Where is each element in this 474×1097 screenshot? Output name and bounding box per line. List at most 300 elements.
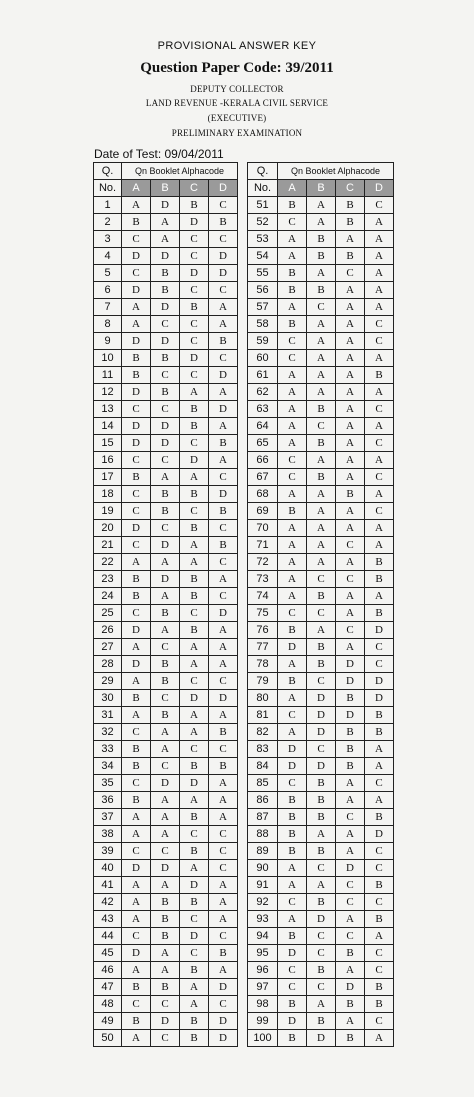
answer-cell-d: C	[365, 197, 394, 214]
answer-cell-d: C	[365, 775, 394, 792]
answer-cell-a: D	[122, 435, 151, 452]
answer-cell-b: C	[307, 673, 336, 690]
question-number: 26	[94, 622, 122, 639]
answer-cell-a: B	[278, 316, 307, 333]
answer-cell-d: C	[209, 826, 238, 843]
answer-cell-d: C	[365, 469, 394, 486]
answer-row	[248, 248, 394, 265]
question-number: 30	[94, 690, 122, 707]
answer-row	[248, 350, 394, 367]
answer-cell-c: A	[180, 384, 209, 401]
answer-cell-d: D	[209, 401, 238, 418]
question-number: 74	[248, 588, 278, 605]
answer-cell-a: A	[122, 673, 151, 690]
answer-cell-b: D	[151, 860, 180, 877]
answer-cell-d: C	[209, 282, 238, 299]
answer-cell-a: A	[122, 1030, 151, 1047]
answer-cell-c: A	[336, 554, 365, 571]
question-number: 62	[248, 384, 278, 401]
question-number: 93	[248, 911, 278, 928]
answer-cell-c: B	[336, 197, 365, 214]
answer-cell-b: B	[151, 503, 180, 520]
answer-row	[94, 248, 238, 265]
answer-cell-c: A	[336, 826, 365, 843]
answer-cell-d: C	[209, 350, 238, 367]
answer-row	[94, 435, 238, 452]
answer-cell-a: B	[122, 588, 151, 605]
answer-cell-c: A	[336, 588, 365, 605]
answer-cell-b: C	[307, 945, 336, 962]
answer-cell-b: B	[307, 792, 336, 809]
answer-row	[94, 401, 238, 418]
answer-cell-c: B	[336, 248, 365, 265]
answer-row	[94, 843, 238, 860]
no-header: No.	[248, 180, 278, 197]
answer-cell-c: C	[336, 265, 365, 282]
answer-row	[94, 945, 238, 962]
answer-cell-d: C	[209, 231, 238, 248]
answer-cell-d: D	[209, 979, 238, 996]
question-number: 19	[94, 503, 122, 520]
answer-cell-a: B	[278, 622, 307, 639]
answer-row	[248, 214, 394, 231]
answer-cell-a: A	[278, 520, 307, 537]
answer-row	[248, 860, 394, 877]
answer-row	[248, 639, 394, 656]
answer-row	[94, 333, 238, 350]
answer-cell-d: A	[209, 622, 238, 639]
answer-cell-d: C	[209, 860, 238, 877]
answer-cell-c: A	[336, 1013, 365, 1030]
answer-cell-a: B	[278, 792, 307, 809]
answer-row	[94, 265, 238, 282]
answer-cell-b: A	[307, 452, 336, 469]
answer-cell-d: C	[365, 894, 394, 911]
question-number: 97	[248, 979, 278, 996]
answer-cell-c: A	[336, 911, 365, 928]
answer-row	[248, 452, 394, 469]
answer-cell-c: B	[180, 571, 209, 588]
answer-cell-b: C	[151, 401, 180, 418]
answer-row	[94, 418, 238, 435]
q-header: Q.	[248, 163, 278, 180]
question-number: 54	[248, 248, 278, 265]
question-number: 48	[94, 996, 122, 1013]
alphacode-column-a: A	[278, 180, 307, 197]
answer-cell-c: C	[336, 928, 365, 945]
answer-cell-b: A	[151, 792, 180, 809]
q-header: Q.	[94, 163, 122, 180]
answer-cell-a: D	[278, 639, 307, 656]
answer-cell-c: B	[336, 945, 365, 962]
answer-cell-b: D	[307, 707, 336, 724]
answer-cell-b: C	[151, 996, 180, 1013]
answer-cell-a: A	[278, 367, 307, 384]
question-number: 83	[248, 741, 278, 758]
answer-cell-c: A	[336, 775, 365, 792]
answer-cell-a: A	[122, 197, 151, 214]
answer-cell-b: B	[307, 588, 336, 605]
answer-cell-d: D	[209, 1030, 238, 1047]
answer-cell-b: B	[307, 962, 336, 979]
answer-cell-b: D	[151, 435, 180, 452]
answer-cell-d: A	[209, 962, 238, 979]
answer-cell-a: A	[122, 877, 151, 894]
answer-cell-a: A	[122, 639, 151, 656]
answer-cell-d: C	[365, 333, 394, 350]
answer-cell-a: A	[122, 299, 151, 316]
booklet-alphacode-header: Qn Booklet Alphacode	[278, 163, 394, 180]
question-number: 59	[248, 333, 278, 350]
answer-cell-d: A	[209, 775, 238, 792]
answer-cell-c: B	[180, 843, 209, 860]
answer-cell-b: A	[307, 486, 336, 503]
answer-row	[94, 486, 238, 503]
answer-cell-b: D	[151, 197, 180, 214]
answer-table-left	[93, 162, 238, 1047]
question-number: 92	[248, 894, 278, 911]
answer-cell-c: C	[180, 231, 209, 248]
answer-row	[94, 639, 238, 656]
answer-cell-a: B	[278, 1030, 307, 1047]
answer-cell-b: B	[307, 469, 336, 486]
question-number: 64	[248, 418, 278, 435]
answer-cell-d: C	[209, 843, 238, 860]
answer-cell-b: A	[307, 384, 336, 401]
answer-row	[248, 605, 394, 622]
answer-cell-d: D	[365, 622, 394, 639]
answer-cell-d: A	[209, 299, 238, 316]
answer-cell-d: B	[209, 333, 238, 350]
answer-cell-a: C	[278, 452, 307, 469]
question-number: 55	[248, 265, 278, 282]
answer-row	[94, 605, 238, 622]
answer-row	[94, 741, 238, 758]
answer-row	[248, 911, 394, 928]
answer-cell-c: B	[180, 588, 209, 605]
question-number: 11	[94, 367, 122, 384]
question-number: 88	[248, 826, 278, 843]
answer-row	[248, 690, 394, 707]
answer-cell-b: A	[307, 197, 336, 214]
question-number: 65	[248, 435, 278, 452]
answer-cell-a: C	[278, 333, 307, 350]
answer-cell-a: A	[278, 554, 307, 571]
question-number: 15	[94, 435, 122, 452]
answer-cell-a: C	[122, 605, 151, 622]
question-number: 80	[248, 690, 278, 707]
answer-cell-c: B	[180, 622, 209, 639]
answer-cell-d: C	[365, 435, 394, 452]
answer-cell-d: B	[365, 724, 394, 741]
answer-cell-b: B	[151, 384, 180, 401]
answer-cell-a: A	[278, 231, 307, 248]
question-number: 7	[94, 299, 122, 316]
answer-cell-c: A	[180, 639, 209, 656]
answer-cell-a: A	[278, 248, 307, 265]
answer-cell-d: B	[209, 724, 238, 741]
answer-cell-c: A	[180, 996, 209, 1013]
question-number: 29	[94, 673, 122, 690]
question-number: 57	[248, 299, 278, 316]
answer-cell-c: C	[336, 809, 365, 826]
question-number: 31	[94, 707, 122, 724]
answer-row	[248, 282, 394, 299]
answer-cell-b: A	[151, 588, 180, 605]
answer-row	[248, 520, 394, 537]
answer-cell-c: B	[180, 418, 209, 435]
answer-row	[94, 979, 238, 996]
department-name: LAND REVENUE -KERALA CIVIL SERVICE	[145, 98, 329, 108]
answer-cell-b: A	[307, 554, 336, 571]
answer-row	[248, 486, 394, 503]
answer-row	[248, 996, 394, 1013]
answer-cell-c: C	[180, 367, 209, 384]
answer-cell-b: A	[151, 231, 180, 248]
question-number: 5	[94, 265, 122, 282]
question-number: 33	[94, 741, 122, 758]
answer-cell-c: C	[180, 741, 209, 758]
answer-cell-b: A	[151, 554, 180, 571]
answer-cell-d: A	[209, 639, 238, 656]
question-number: 73	[248, 571, 278, 588]
answer-row	[248, 537, 394, 554]
answer-cell-a: B	[122, 367, 151, 384]
answer-cell-c: C	[180, 333, 209, 350]
answer-row	[94, 1013, 238, 1030]
answer-cell-d: D	[209, 1013, 238, 1030]
answer-cell-b: A	[307, 333, 336, 350]
answer-cell-d: A	[365, 418, 394, 435]
question-number: 95	[248, 945, 278, 962]
answer-cell-a: A	[278, 860, 307, 877]
answer-row	[248, 826, 394, 843]
answer-cell-a: B	[278, 282, 307, 299]
question-number: 56	[248, 282, 278, 299]
answer-cell-b: C	[151, 843, 180, 860]
answer-cell-b: A	[151, 214, 180, 231]
answer-cell-c: C	[180, 945, 209, 962]
answer-cell-b: C	[307, 605, 336, 622]
answer-row	[94, 350, 238, 367]
answer-cell-a: C	[278, 894, 307, 911]
answer-row	[248, 265, 394, 282]
answer-cell-a: A	[278, 486, 307, 503]
answer-cell-c: B	[180, 809, 209, 826]
answer-row	[248, 656, 394, 673]
answer-row	[94, 554, 238, 571]
answer-row	[248, 928, 394, 945]
answer-cell-d: A	[365, 299, 394, 316]
answer-cell-d: B	[365, 877, 394, 894]
answer-row	[248, 792, 394, 809]
alphacode-column-c: C	[336, 180, 365, 197]
answer-cell-a: A	[278, 877, 307, 894]
question-number: 96	[248, 962, 278, 979]
answer-cell-b: A	[151, 622, 180, 639]
answer-cell-a: C	[122, 843, 151, 860]
answer-cell-c: A	[336, 503, 365, 520]
answer-cell-c: C	[180, 911, 209, 928]
answer-cell-a: A	[122, 809, 151, 826]
answer-cell-a: A	[122, 316, 151, 333]
answer-cell-c: A	[336, 316, 365, 333]
question-number: 35	[94, 775, 122, 792]
answer-cell-b: B	[307, 639, 336, 656]
question-number: 25	[94, 605, 122, 622]
answer-cell-b: A	[151, 826, 180, 843]
answer-row	[248, 401, 394, 418]
answer-cell-d: C	[365, 656, 394, 673]
question-number: 86	[248, 792, 278, 809]
answer-row	[94, 724, 238, 741]
answer-cell-c: C	[180, 282, 209, 299]
answer-cell-b: C	[151, 639, 180, 656]
question-number: 61	[248, 367, 278, 384]
answer-row	[248, 741, 394, 758]
answer-cell-d: A	[209, 452, 238, 469]
answer-cell-b: C	[151, 758, 180, 775]
answer-cell-a: A	[278, 537, 307, 554]
answer-cell-b: C	[151, 690, 180, 707]
answer-cell-a: B	[278, 503, 307, 520]
answer-row	[94, 384, 238, 401]
answer-cell-d: B	[209, 945, 238, 962]
answer-cell-a: B	[278, 809, 307, 826]
answer-cell-b: B	[307, 401, 336, 418]
answer-cell-b: A	[151, 877, 180, 894]
answer-row	[248, 673, 394, 690]
question-number: 2	[94, 214, 122, 231]
answer-cell-c: D	[180, 350, 209, 367]
answer-row	[94, 707, 238, 724]
answer-cell-a: D	[122, 418, 151, 435]
answer-cell-d: A	[365, 520, 394, 537]
answer-cell-d: D	[365, 690, 394, 707]
answer-cell-b: B	[307, 894, 336, 911]
answer-row	[248, 418, 394, 435]
answer-cell-c: A	[336, 333, 365, 350]
answer-cell-d: A	[209, 384, 238, 401]
question-number: 10	[94, 350, 122, 367]
question-number: 63	[248, 401, 278, 418]
answer-row	[248, 316, 394, 333]
answer-cell-d: D	[209, 265, 238, 282]
answer-row	[248, 503, 394, 520]
paper-code-title: Question Paper Code: 39/2011	[140, 60, 334, 76]
answer-cell-a: A	[122, 894, 151, 911]
answer-cell-b: D	[151, 299, 180, 316]
answer-row	[248, 299, 394, 316]
answer-cell-b: D	[307, 758, 336, 775]
answer-cell-a: D	[278, 1013, 307, 1030]
answer-cell-c: A	[336, 367, 365, 384]
answer-cell-c: A	[336, 231, 365, 248]
answer-cell-d: A	[209, 316, 238, 333]
answer-cell-a: A	[278, 656, 307, 673]
answer-cell-b: B	[307, 282, 336, 299]
answer-cell-b: B	[151, 979, 180, 996]
answer-cell-b: A	[307, 877, 336, 894]
answer-cell-b: A	[151, 741, 180, 758]
answer-cell-c: C	[180, 826, 209, 843]
answer-row	[248, 758, 394, 775]
answer-cell-b: B	[307, 1013, 336, 1030]
question-number: 58	[248, 316, 278, 333]
answer-cell-c: D	[180, 877, 209, 894]
answer-cell-d: C	[365, 962, 394, 979]
question-number: 40	[94, 860, 122, 877]
answer-row	[94, 469, 238, 486]
answer-cell-a: D	[122, 945, 151, 962]
answer-cell-d: C	[365, 945, 394, 962]
answer-cell-d: C	[209, 588, 238, 605]
answer-table-right	[247, 162, 394, 1047]
answer-cell-d: D	[209, 367, 238, 384]
question-number: 87	[248, 809, 278, 826]
question-number: 71	[248, 537, 278, 554]
answer-cell-b: C	[151, 520, 180, 537]
alphacode-column-a: A	[122, 180, 151, 197]
answer-cell-d: C	[209, 741, 238, 758]
answer-cell-a: C	[122, 265, 151, 282]
answer-cell-c: A	[336, 639, 365, 656]
question-number: 77	[248, 639, 278, 656]
question-number: 34	[94, 758, 122, 775]
answer-cell-a: A	[278, 384, 307, 401]
answer-cell-c: A	[180, 537, 209, 554]
question-number: 70	[248, 520, 278, 537]
question-number: 47	[94, 979, 122, 996]
answer-cell-d: A	[365, 452, 394, 469]
answer-cell-b: C	[151, 1030, 180, 1047]
answer-cell-d: A	[365, 758, 394, 775]
answer-cell-a: C	[122, 928, 151, 945]
answer-cell-c: B	[180, 401, 209, 418]
answer-cell-b: B	[151, 928, 180, 945]
answer-cell-d: C	[209, 673, 238, 690]
answer-row	[94, 775, 238, 792]
answer-cell-c: B	[180, 299, 209, 316]
answer-row	[94, 911, 238, 928]
answer-cell-d: C	[209, 469, 238, 486]
answer-cell-d: B	[365, 996, 394, 1013]
answer-cell-a: A	[278, 724, 307, 741]
answer-cell-d: A	[365, 537, 394, 554]
answer-cell-c: B	[180, 962, 209, 979]
answer-cell-d: B	[209, 537, 238, 554]
question-number: 75	[248, 605, 278, 622]
answer-cell-c: A	[336, 792, 365, 809]
question-number: 28	[94, 656, 122, 673]
question-number: 50	[94, 1030, 122, 1047]
question-number: 66	[248, 452, 278, 469]
answer-row	[94, 809, 238, 826]
answer-cell-d: A	[365, 265, 394, 282]
answer-row	[94, 588, 238, 605]
question-number: 69	[248, 503, 278, 520]
answer-cell-b: A	[151, 724, 180, 741]
answer-row	[94, 996, 238, 1013]
answer-cell-a: C	[122, 724, 151, 741]
answer-cell-d: B	[365, 605, 394, 622]
answer-cell-b: A	[307, 367, 336, 384]
answer-cell-c: A	[336, 452, 365, 469]
answer-cell-c: C	[180, 605, 209, 622]
answer-cell-d: B	[209, 214, 238, 231]
question-number: 79	[248, 673, 278, 690]
answer-cell-a: B	[122, 792, 151, 809]
